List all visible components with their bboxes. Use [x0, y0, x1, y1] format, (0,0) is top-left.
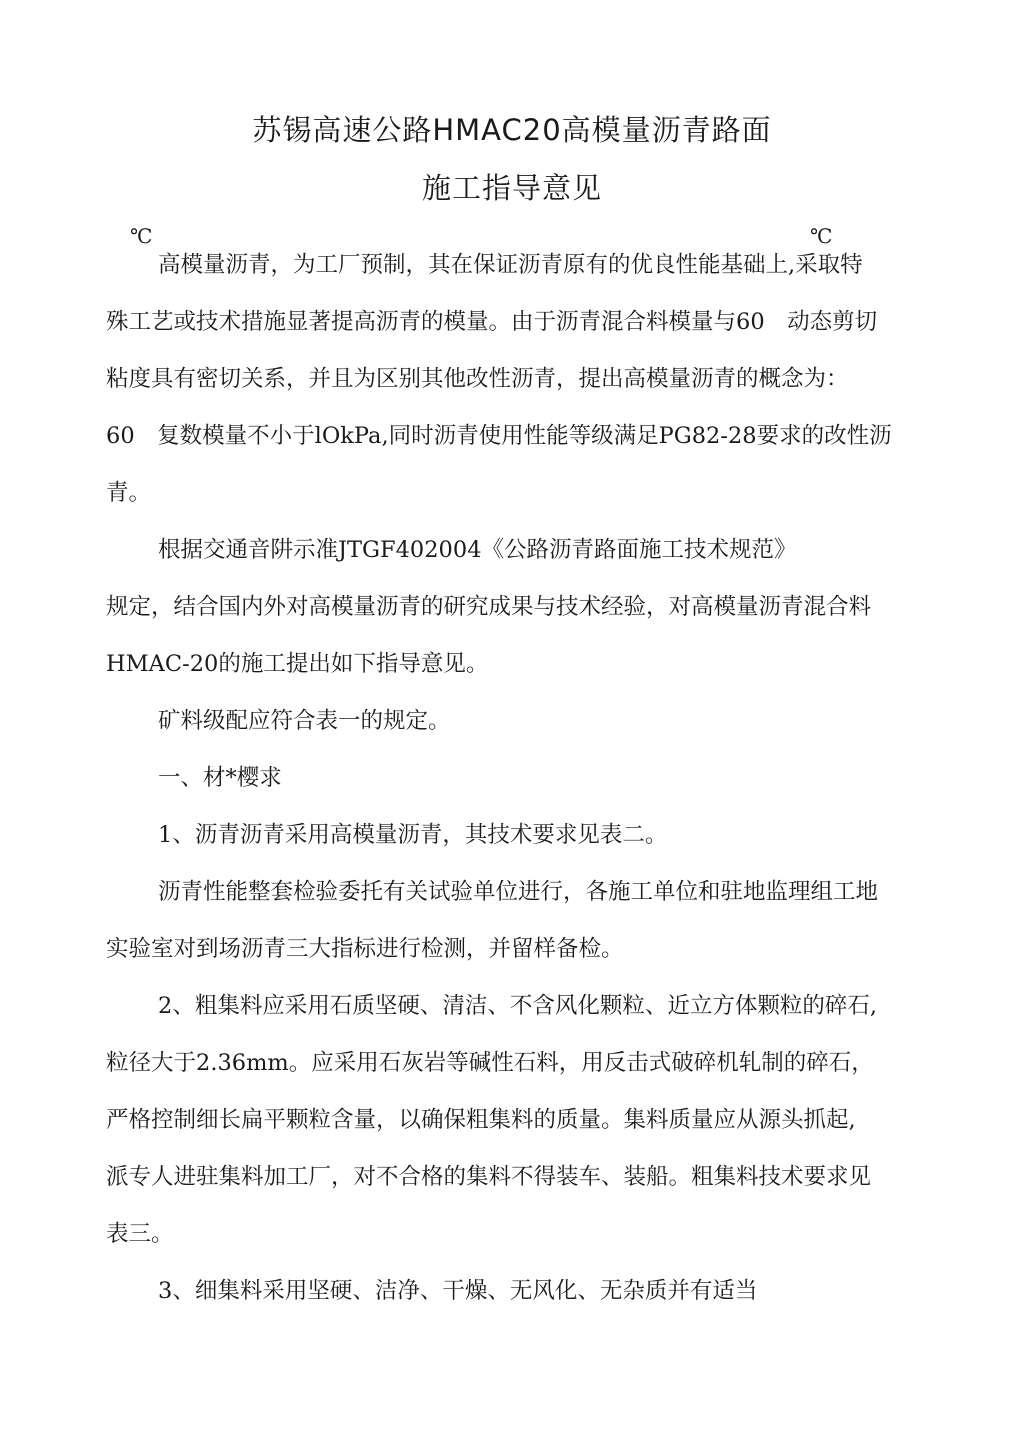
body-line: 规定，结合国内外对高模量沥青的研究成果与技术经验，对高模量沥青混合料: [106, 594, 872, 620]
body-line: 1、沥青沥青采用高模量沥青，其技术要求见表二。: [158, 822, 668, 848]
body-line: 矿料级配应符合表一的规定。: [158, 708, 451, 734]
body-line: 派专人进驻集料加工厂，对不合格的集料不得装车、装船。粗集料技术要求见: [106, 1164, 872, 1190]
document-title: 苏锡高速公路HMAC20高模量沥青路面: [252, 113, 772, 147]
body-line: 2、粗集料应采用石质坚硬、清洁、不含风化颗粒、近立方体颗粒的碎石,: [158, 993, 877, 1019]
body-line: 实验室对到场沥青三大指标进行检测，并留样备检。: [106, 936, 624, 962]
body-line: HMAC-20的施工提出如下指导意见。: [106, 651, 489, 677]
body-line: 高模量沥青，为工厂预制，其在保证沥青原有的优良性能基础上,采取特: [158, 252, 863, 278]
body-line: 沥青性能整套检验委托有关试验单位进行，各施工单位和驻地监理组工地: [158, 879, 879, 905]
body-line: 粒径大于2.36mm。应采用石灰岩等碱性石料，用反击式破碎机轧制的碎石，: [106, 1050, 874, 1076]
body-line: 3、细集料采用坚硬、洁净、干燥、无风化、无杂质并有适当: [158, 1278, 758, 1304]
body-line: 严格控制细长扁平颗粒含量，以确保粗集料的质量。集料质量应从源头抓起,: [106, 1107, 856, 1133]
document-subtitle: 施工指导意见: [421, 171, 602, 205]
degree-mark: ℃: [810, 224, 833, 248]
body-line: 粘度具有密切关系，并且为区别其他改性沥青，提出高模量沥青的概念为：: [106, 366, 849, 392]
body-line: 青。: [106, 480, 152, 506]
section-heading: 一、材*樱求: [158, 765, 282, 791]
body-line: 根据交通音阱示准JTGF402004《公路沥青路面施工技术规范》: [158, 537, 797, 563]
body-line: 表三。: [106, 1221, 174, 1247]
body-line: 60 复数模量不小于lOkPa,同时沥青使用性能等级满足PG82-28要求的改性沥: [106, 423, 892, 449]
body-line: 殊工艺或技术措施显著提高沥青的模量。由于沥青混合料模量与60 动态剪切: [106, 309, 878, 335]
degree-mark: ℃: [130, 224, 153, 248]
